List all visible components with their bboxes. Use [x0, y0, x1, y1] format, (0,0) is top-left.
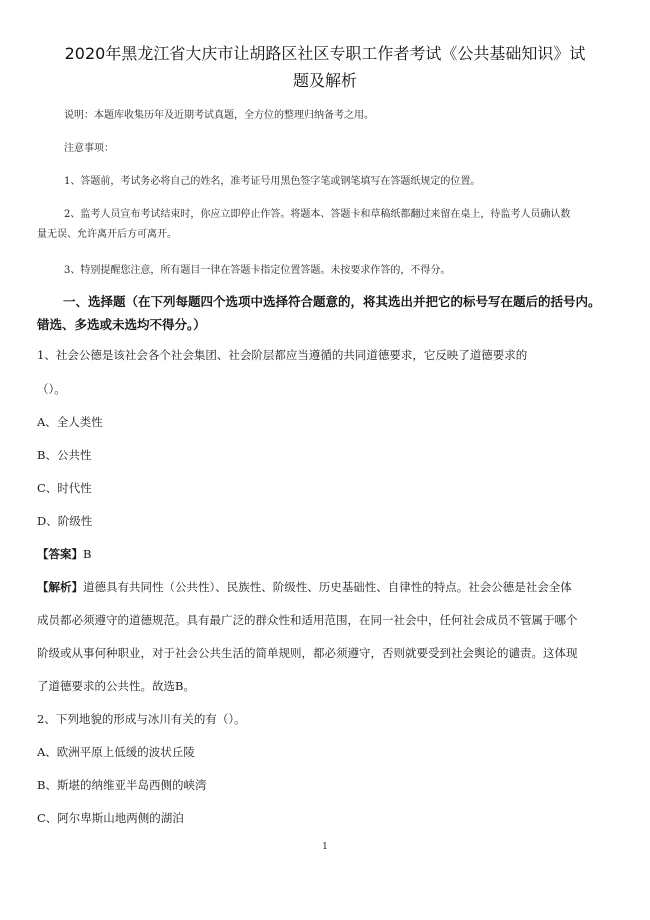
description-text: 说明：本题库收集历年及近期考试真题，全方位的整理归纳备考之用。 — [64, 110, 374, 121]
note-item-2-line-2: 量无误、允许离开后方可离开。 — [37, 229, 177, 240]
note-item-2-line-1: 2、监考人员宣布考试结束时，你应立即停止作答。将题本、答题卡和草稿纸都翻过来留在桌上，待监考人员确认数 — [64, 209, 571, 220]
question-1-analysis-line-3: 阶级或从事何种职业，对于社会公共生活的简单规则，都必须遵守，否则就要受到社会舆论的谴责。这体现 — [37, 646, 578, 660]
title-line-1: 2020年黑龙江省大庆市让胡路区社区专职工作者考试《公共基础知识》试 — [64, 44, 586, 63]
question-1-analysis-line-4: 了道德要求的公共性。故选B。 — [37, 679, 195, 693]
note-item-1: 1、答题前，考试务必将自己的姓名，准考证号用黑色签字笔或钢笔填写在答题纸规定的位置。 — [64, 176, 481, 187]
answer-value: B — [83, 547, 92, 561]
question-1-stem-line-2: （）。 — [37, 382, 66, 396]
notes-heading: 注意事项： — [64, 143, 114, 154]
question-2-option-a: A、欧洲平原上低缓的波状丘陵 — [37, 745, 195, 759]
page-number: 1 — [322, 842, 328, 852]
question-1-option-b: B、公共性 — [37, 448, 92, 462]
question-1-analysis-line-1 — [37, 579, 572, 595]
question-2-option-b: B、斯堪的纳维亚半岛西侧的峡湾 — [37, 778, 207, 792]
question-2-option-c: C、阿尔卑斯山地两侧的湖泊 — [37, 811, 184, 825]
section-heading-line-1: 一、选择题（在下列每题四个选项中选择符合题意的，将其选出并把它的标号写在题后的括号内。 — [63, 294, 601, 309]
question-2-stem: 2、下列地貌的形成与冰川有关的有（）。 — [37, 712, 246, 726]
question-1-option-a: A、全人类性 — [37, 415, 103, 429]
question-1-analysis-line-2: 成员都必须遵守的道德规范。具有最广泛的群众性和适用范围，在同一社会中，任何社会成员不管属于哪个 — [37, 613, 578, 627]
question-1-option-c: C、时代性 — [37, 481, 92, 495]
analysis-text-1: 道德具有共同性（公共性）、民族性、阶级性、历史基础性、自律性的特点。社会公德是社会全体 — [83, 580, 572, 594]
note-item-3: 3、特别提醒您注意，所有题目一律在答题卡指定位置答题。未按要求作答的，不得分。 — [64, 265, 451, 276]
answer-tag: 【答案】 — [37, 547, 83, 561]
question-1-answer — [37, 546, 91, 562]
document-title — [30, 40, 620, 94]
title-line-2: 题及解析 — [292, 71, 357, 90]
analysis-tag: 【解析】 — [37, 580, 83, 594]
question-1-stem-line-1: 1、社会公德是该社会各个社会集团、社会阶层都应当遵循的共同道德要求，它反映了道德要求的 — [37, 348, 528, 362]
question-1-option-d: D、阶级性 — [37, 514, 93, 528]
section-heading-line-2: 错选、多选或未选均不得分。） — [37, 317, 206, 332]
